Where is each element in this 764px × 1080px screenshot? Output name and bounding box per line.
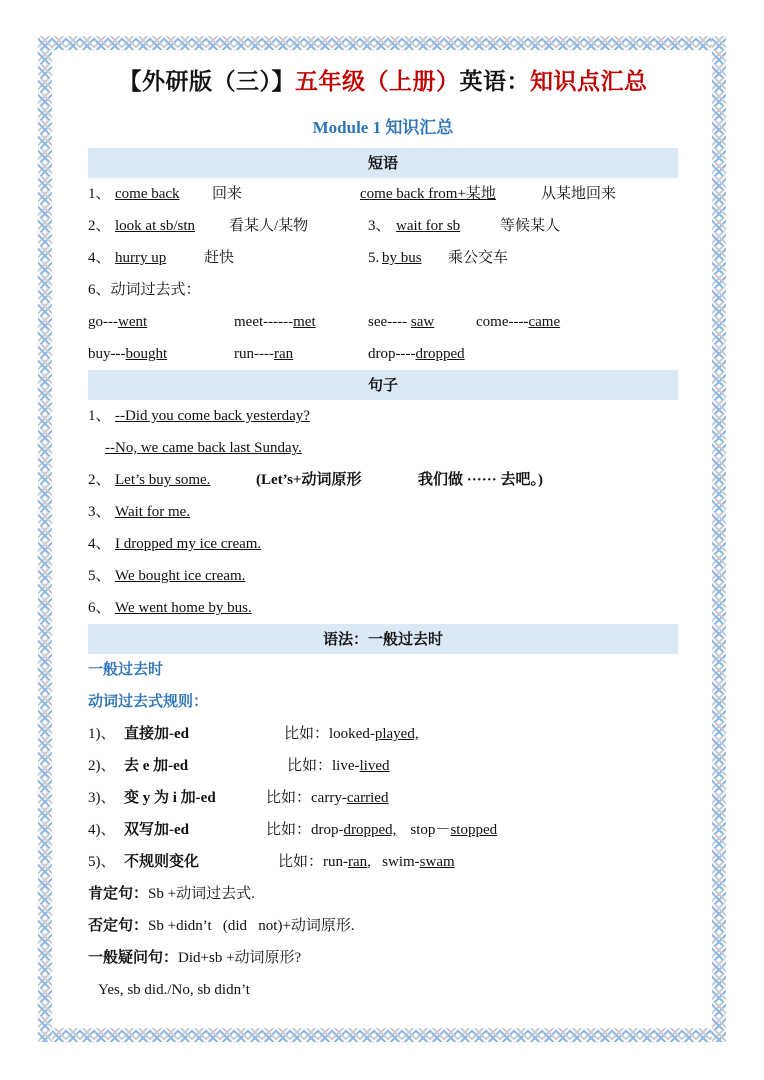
phrase-en: by bus <box>382 250 422 266</box>
rule-number: 1)、 <box>88 726 116 742</box>
past-form: go---went <box>88 314 148 330</box>
negative-sentence: 否定句：Sb +didn’t (did not)+动词原形. <box>88 918 355 934</box>
rule-row <box>88 814 678 846</box>
rule-example: 比如：live-lived <box>287 758 390 774</box>
sentence-text: I dropped my ice cream. <box>115 536 262 552</box>
sentence-row <box>88 560 678 592</box>
sentence-number: 2、 <box>88 472 111 488</box>
rules-heading: 动词过去式规则： <box>88 694 209 710</box>
document-content <box>88 60 678 1006</box>
sentence-number: 6、 <box>88 600 111 616</box>
phrase-past-heading: 6、动词过去式： <box>88 282 201 298</box>
sentence-number: 3、 <box>88 504 111 520</box>
positive-sentence: 肯定句：Sb +动词过去式. <box>88 886 255 902</box>
negative-row <box>88 910 678 942</box>
answer-sentence: Yes, sb did./No, sb didn’t <box>98 982 250 998</box>
title-subject: 英语： <box>459 69 530 95</box>
sentence-number: 4、 <box>88 536 111 552</box>
phrase-cn: 等候某人 <box>500 218 561 234</box>
phrase-cn: 回来 <box>212 186 243 202</box>
title-prefix: 【外研版（三）】 <box>118 69 295 95</box>
sentence-text: We bought ice cream. <box>115 568 246 584</box>
section-grammar: 语法：一般过去时 <box>88 624 678 654</box>
sentence-row <box>88 464 678 496</box>
question-row <box>88 942 678 974</box>
module-title: Module 1 知识汇总 <box>312 118 454 137</box>
sentence-text: We went home by bus. <box>115 600 252 616</box>
past-form: come----came <box>476 314 561 330</box>
question-sentence: 一般疑问句：Did+sb +动词原形? <box>88 950 302 966</box>
sentence-row <box>88 592 678 624</box>
phrase-number: 3、 <box>368 218 391 234</box>
rule-example: 比如：run-ran, swim-swam <box>278 854 455 870</box>
grammar-rules-heading-row <box>88 686 678 718</box>
sentence-text: --Did you come back yesterday? <box>115 408 310 424</box>
rule-text: 变 y 为 i 加-ed <box>124 790 216 806</box>
rule-row <box>88 846 678 878</box>
past-form: drop----dropped <box>368 346 465 362</box>
sentence-row <box>88 528 678 560</box>
phrase-number: 5. <box>368 250 380 266</box>
sentence-row <box>88 432 678 464</box>
phrase-row-1 <box>88 178 678 210</box>
answer-row <box>88 974 678 1006</box>
grammar-heading-row <box>88 654 678 686</box>
rule-row <box>88 782 678 814</box>
sentence-row <box>88 400 678 432</box>
border-right <box>712 36 726 1042</box>
past-forms-row-1 <box>88 306 678 338</box>
rule-number: 4)、 <box>88 822 116 838</box>
rule-number: 2)、 <box>88 758 116 774</box>
past-form: run----ran <box>234 346 294 362</box>
sentence-number: 5、 <box>88 568 111 584</box>
phrase-row-3 <box>88 242 678 274</box>
rule-row <box>88 718 678 750</box>
phrase-row-2 <box>88 210 678 242</box>
sentence-text: Wait for me. <box>115 504 191 520</box>
phrase-number: 4、 <box>88 250 111 266</box>
rule-row <box>88 750 678 782</box>
phrase-cn: 从某地回来 <box>541 186 617 202</box>
rule-text: 去 e 加-ed <box>124 758 189 774</box>
phrase-en: come back from+某地 <box>360 186 496 202</box>
phrase-en: look at sb/stn <box>115 218 196 234</box>
phrase-en: wait for sb <box>396 218 461 234</box>
sentence-number: 1、 <box>88 408 111 424</box>
title-grade: 五年级（上册） <box>295 69 460 95</box>
sentence-note: 我们做 ······ 去吧。) <box>418 472 544 488</box>
rule-text: 不规则变化 <box>124 854 200 870</box>
border-left <box>38 36 52 1042</box>
grammar-heading: 一般过去时 <box>88 662 164 678</box>
rule-number: 5)、 <box>88 854 116 870</box>
phrase-en: hurry up <box>115 250 167 266</box>
sentence-note: (Let’s+动词原形 <box>256 472 362 488</box>
positive-row <box>88 878 678 910</box>
past-form: see---- saw <box>368 314 435 330</box>
page-title <box>88 60 678 104</box>
rule-text: 直接加-ed <box>124 726 189 742</box>
past-forms-row-2 <box>88 338 678 370</box>
phrase-cn: 看某人/某物 <box>229 218 309 234</box>
title-suffix: 知识点汇总 <box>530 69 648 95</box>
rule-example: 比如：carry-carried <box>266 790 389 806</box>
rule-example: 比如：looked-played, <box>284 726 419 742</box>
border-bottom <box>38 1028 726 1042</box>
sentence-row <box>88 496 678 528</box>
phrase-cn: 乘公交车 <box>448 250 509 266</box>
sentence-text: Let’s buy some. <box>115 472 211 488</box>
phrase-number: 1、 <box>88 186 111 202</box>
rule-example: 比如：drop-dropped, stop－stopped <box>266 822 498 838</box>
phrase-number: 2、 <box>88 218 111 234</box>
phrase-cn: 赶快 <box>204 250 235 266</box>
rule-text: 双写加-ed <box>124 822 189 838</box>
past-form: buy---bought <box>88 346 168 362</box>
phrase-row-4 <box>88 274 678 306</box>
past-form: meet------met <box>234 314 316 330</box>
section-phrases: 短语 <box>88 148 678 178</box>
border-top <box>38 36 726 50</box>
section-sentences: 句子 <box>88 370 678 400</box>
rule-number: 3)、 <box>88 790 116 806</box>
sentence-text: --No, we came back last Sunday. <box>105 440 302 456</box>
phrase-en: come back <box>115 186 180 202</box>
